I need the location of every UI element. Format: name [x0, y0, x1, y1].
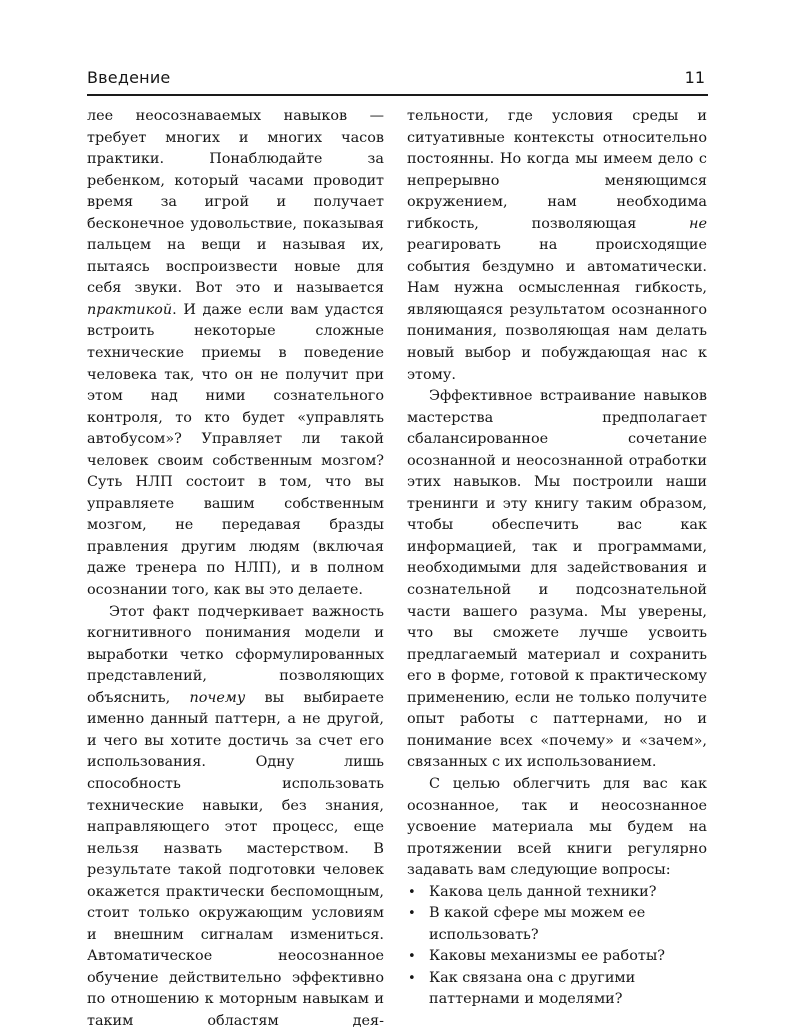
emphasis: почему — [189, 689, 246, 706]
question-list — [407, 882, 707, 1011]
running-title: Введение — [87, 68, 171, 87]
paragraph: Этот факт подчеркивает важность когнитивного понимания модели и выработки четко сформулированных представлений, позволяющих объяснить, почему вы выбираете именно данный паттерн, а не другой, и чего вы хотите достичь за счет его использования. Одну лишь способность использовать технические навыки, без знания, направляющего этот процесс, еще нельзя назвать мастерством. В результате такой подготовки человек окажется практически беспомощным, стоит только окружающим условиям и внешним сигналам измениться. Автоматическое неосознанное обучение действительно эффективно по отношению к моторным навыкам и таким областям дея- — [87, 603, 384, 1029]
page-header — [87, 68, 707, 92]
list-item: • В какой сфере мы можем ее использовать? — [408, 905, 646, 943]
bullet-icon: • — [408, 906, 416, 922]
left-column — [87, 106, 384, 1033]
list-item: • Каковы механизмы ее работы? — [407, 946, 707, 968]
page-number: 11 — [684, 68, 705, 87]
emphasis: не — [689, 215, 707, 232]
emphasis: практикой — [87, 301, 173, 318]
paragraph: Эффективное встраивание навыков мастерства предполагает сбалансированное сочетание осознанной и неосознанной отработки этих навыков. Мы построили наши тренинги и эту книгу таким образом, чтобы обеспечить вас как информацией, так и программами, необходимыми для задействования и сознательной и подсознательной части вашего разума. Мы уверены, что вы сможете лучше усвоить предлагаемый материал и сохранить его в форме, готовой к практическому применению, если не только получите опыт работы с паттернами, но и понимание всех «почему» и «зачем», связанных с их использованием. — [407, 388, 707, 771]
bullet-icon: • — [408, 970, 416, 986]
paragraph: тельности, где условия среды и ситуативные контексты относительно постоянны. Но когда мы имеем дело с непрерывно меняющимся окружением, нам необходима гибкость, позволяющая не реагировать на происходящие события бездумно и автоматически. Нам нужна осмысленная гибкость, являющаяся результатом осознанного понимания, позволяющая нам делать новый выбор и побуждающая нас к этому. — [407, 108, 707, 383]
list-item: • Как связана она с другими паттернами и моделями? — [408, 969, 636, 1008]
paragraph: С целью облегчить для вас как осознанное, так и неосознанное усвоение материала мы будем на протяжении всей книги регулярно задавать вам следующие вопросы: — [407, 775, 707, 879]
paragraph: лее неосознаваемых навыков — требует многих и многих часов практики. Понаблюдайте за ребенком, который часами проводит время за игрой и получает бесконечное удовольствие, показывая пальцем на вещи и называя их, пытаясь воспроизвести новые для себя звуки. Вот это и называется практикой. И даже если вам удастся встроить некоторые сложные технические приемы в поведение человека так, что он не получит при этом над ними сознательного контроля, то кто будет «управлять автобусом»? Управляет ли такой человек своим собственным мозгом? Суть НЛП состоит в том, что вы управляете вашим собственным мозгом, не передавая бразды правления другим людям (включая даже тренера по НЛП), и в полном осознании того, как вы это делаете. — [87, 108, 384, 599]
right-column — [407, 106, 707, 1011]
bullet-icon: • — [408, 949, 416, 965]
header-rule — [87, 94, 708, 96]
list-item: • Какова цель данной техники? — [407, 882, 707, 904]
bullet-icon: • — [408, 884, 416, 900]
